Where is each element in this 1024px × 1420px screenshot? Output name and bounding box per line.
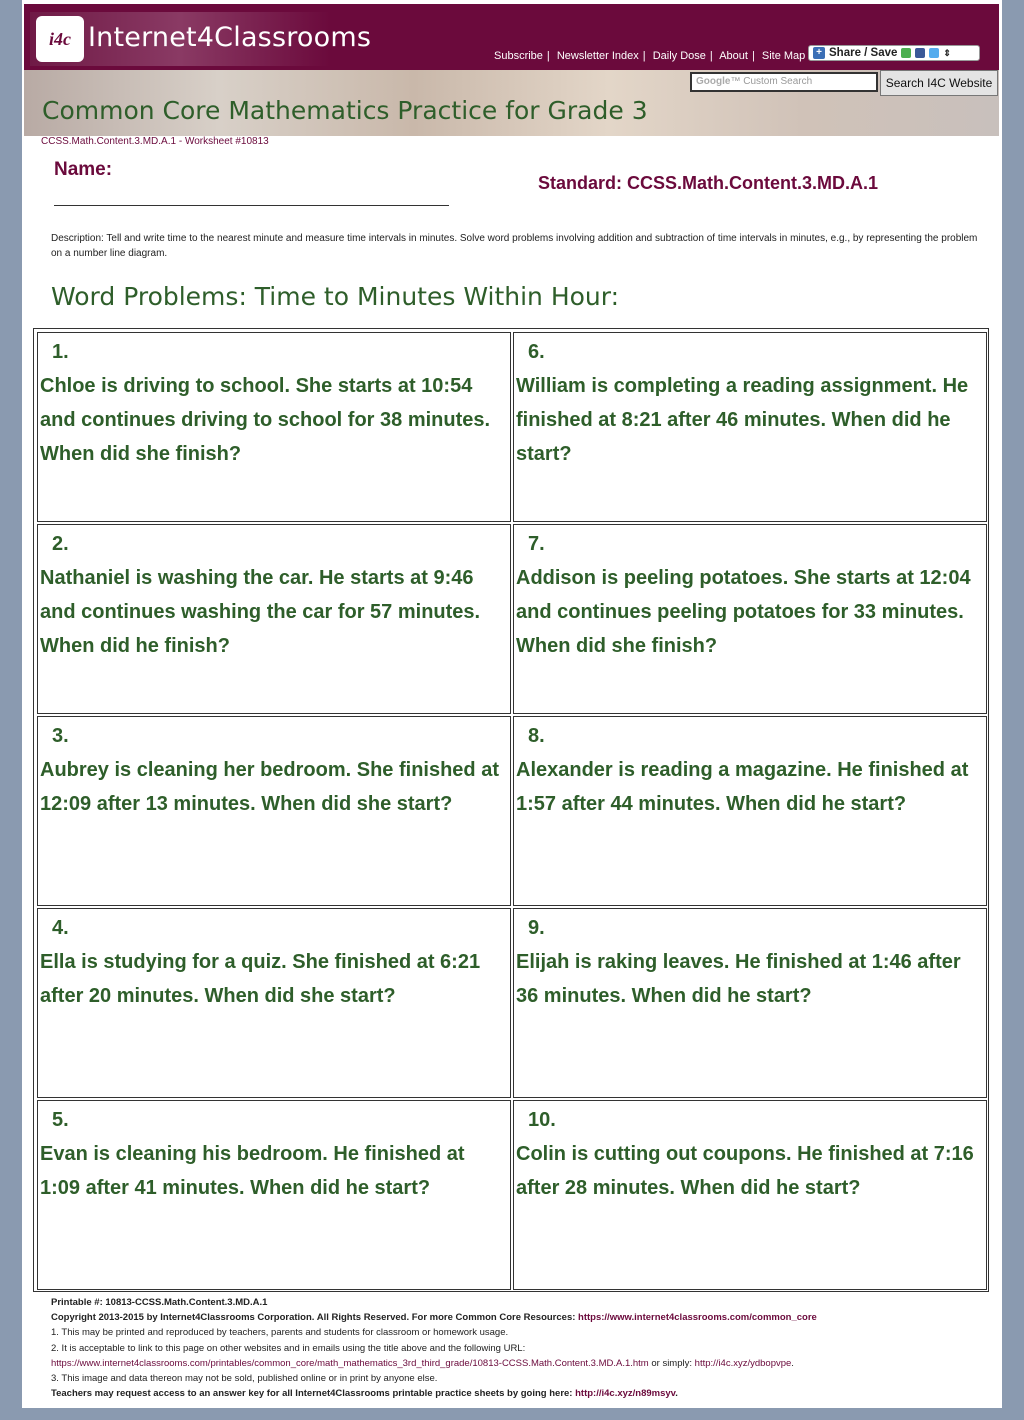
note-3: 3. This image and data thereon may not be sold, published online or in print by anyone else. [51, 1373, 438, 1385]
teachers-note: Teachers may request access to an answer key for all Internet4Classrooms printable practice sheets by going here: [51, 1388, 576, 1400]
nav-subscribe[interactable]: Subscribe [494, 50, 543, 62]
problem-text: Colin is cutting out coupons. He finished at 7:16 after 28 minutes. When did he start? [516, 1143, 974, 1199]
note-1: 1. This may be printed and reproduced by teachers, parents and students for classroom or homework usage. [51, 1327, 509, 1339]
share-button[interactable] [808, 45, 980, 61]
share-icon [901, 48, 911, 58]
nav-site-map[interactable]: Site Map [761, 50, 806, 62]
nav-newsletter-index[interactable]: Newsletter Index [556, 50, 639, 62]
short-url-link[interactable]: http://i4c.xyz/ydbopvpe [694, 1357, 792, 1369]
problem-cell-7 [513, 524, 987, 714]
site-logo[interactable] [30, 12, 372, 66]
problem-text: Alexander is reading a magazine. He finished at 1:57 after 44 minutes. When did he start? [516, 759, 969, 815]
page-url-link[interactable]: https://www.internet4classrooms.com/printables/common_core/math_mathematics_3rd_third_grade/10813-CCSS.Math.Content.3.MD.A.1.htm [51, 1357, 649, 1369]
problem-number: 1. [52, 341, 69, 363]
problem-number: 10. [528, 1109, 556, 1131]
answer-key-link[interactable]: http://i4c.xyz/n89msyv [575, 1388, 676, 1400]
name-label: Name: [54, 159, 113, 180]
printable-number: Printable #: 10813-CCSS.Math.Content.3.MD.A.1 [51, 1297, 268, 1308]
problem-cell-8 [513, 716, 987, 906]
plus-icon: + [813, 47, 825, 59]
footer: Printable #: 10813-CCSS.Math.Content.3.MD.A.1 Copyright 2013-2015 by Internet4Classrooms Corporation. All Rights Reserved. For more Common Core Resources: https://www.internet4classrooms.com/common_core 1. This may be printed and reproduced by teachers, parents and students for classroom or homework usage. 2. It is acceptable to link to this page on other websites and in emails using the title above and the following URL: https://www.internet4classrooms.com/printables/common_core/math_mathematics_3rd_third_grade/10813-CCSS.Math.Content.3.MD.A.1.htm or simply: http://i4c.xyz/ydbopvpe. 3. This image and data thereon may not be sold, published online or in print by anyone else. Teachers may request access to an answer key for all Internet4Classrooms printable practice sheets by going here: http://i4c.xyz/n89msyv. [51, 1295, 981, 1401]
site-header [24, 4, 999, 70]
problem-cell-9 [513, 908, 987, 1098]
problem-text: Elijah is raking leaves. He finished at 1:46 after 36 minutes. When did he start? [516, 951, 961, 1007]
title-banner [24, 70, 999, 136]
search-button[interactable]: Search I4C Website [880, 70, 998, 96]
dropdown-arrow-icon: ⇕ [943, 47, 951, 58]
problem-number: 8. [528, 725, 545, 747]
problem-cell-4 [37, 908, 511, 1098]
standard-label: Standard: CCSS.Math.Content.3.MD.A.1 [538, 173, 879, 193]
share-label: Share / Save [829, 47, 898, 59]
problem-number: 2. [52, 533, 69, 555]
logo-text: Internet4Classrooms [88, 22, 372, 53]
logo-badge-icon: i4c [36, 16, 84, 62]
common-core-link[interactable]: https://www.internet4classrooms.com/common_core [578, 1312, 817, 1324]
problem-cell-5 [37, 1100, 511, 1290]
name-underline [54, 205, 449, 206]
worksheet-subtitle: Word Problems: Time to Minutes Within Hour: [51, 282, 620, 311]
problem-text: Evan is cleaning his bedroom. He finished at 1:09 after 41 minutes. When did he start? [40, 1143, 465, 1199]
page [22, 0, 1002, 1408]
top-nav: Subscribe | Newsletter Index | Daily Dose | About | Site Map [494, 50, 806, 62]
problem-cell-2 [37, 524, 511, 714]
google-logo: Google [696, 76, 731, 87]
problem-number: 7. [528, 533, 545, 555]
problem-text: William is completing a reading assignment. He finished at 8:21 after 46 minutes. When did he start? [516, 375, 969, 465]
note-2: 2. It is acceptable to link to this page on other websites and in emails using the title above and the following URL: [51, 1342, 526, 1354]
problem-text: Addison is peeling potatoes. She starts at 12:04 and continues peeling potatoes for 33 minutes. When did she finish? [516, 567, 971, 657]
problem-number: 3. [52, 725, 69, 747]
problem-cell-1 [37, 332, 511, 522]
twitter-icon [929, 48, 939, 58]
nav-daily-dose[interactable]: Daily Dose [652, 50, 706, 62]
problem-text: Aubrey is cleaning her bedroom. She finished at 12:09 after 13 minutes. When did she start? [40, 759, 499, 815]
note-2-or: or simply: [648, 1357, 695, 1369]
page-title: Common Core Mathematics Practice for Grade 3 [42, 96, 648, 125]
search-placeholder: Custom Search [743, 76, 813, 87]
description: Description: Tell and write time to the nearest minute and measure time intervals in minutes. Solve word problems involving addition and subtraction of time intervals in minutes, e.g., by representing the problem on a number line diagram. [51, 233, 978, 259]
problem-number: 6. [528, 341, 545, 363]
problem-cell-6 [513, 332, 987, 522]
problem-text: Chloe is driving to school. She starts at 10:54 and continues driving to school for 38 minutes. When did she finish? [40, 375, 491, 465]
nav-about[interactable]: About [719, 50, 748, 62]
problem-number: 5. [52, 1109, 69, 1131]
problem-number: 4. [52, 917, 69, 939]
problem-cell-3 [37, 716, 511, 906]
problem-text: Nathaniel is washing the car. He starts at 9:46 and continues washing the car for 57 minutes. When did he finish? [40, 567, 481, 657]
problem-cell-10 [513, 1100, 987, 1290]
problem-number: 9. [528, 917, 545, 939]
worksheet-id: CCSS.Math.Content.3.MD.A.1 - Worksheet #10813 [41, 136, 269, 147]
search-input[interactable]: Google™ Custom Search [690, 72, 878, 92]
facebook-icon [915, 48, 925, 58]
problem-text: Ella is studying for a quiz. She finished at 6:21 after 20 minutes. When did she start? [40, 951, 481, 1007]
copyright: Copyright 2013-2015 by Internet4Classrooms Corporation. All Rights Reserved. For more Common Core Resources: [51, 1312, 579, 1324]
problems-grid [33, 328, 989, 1292]
